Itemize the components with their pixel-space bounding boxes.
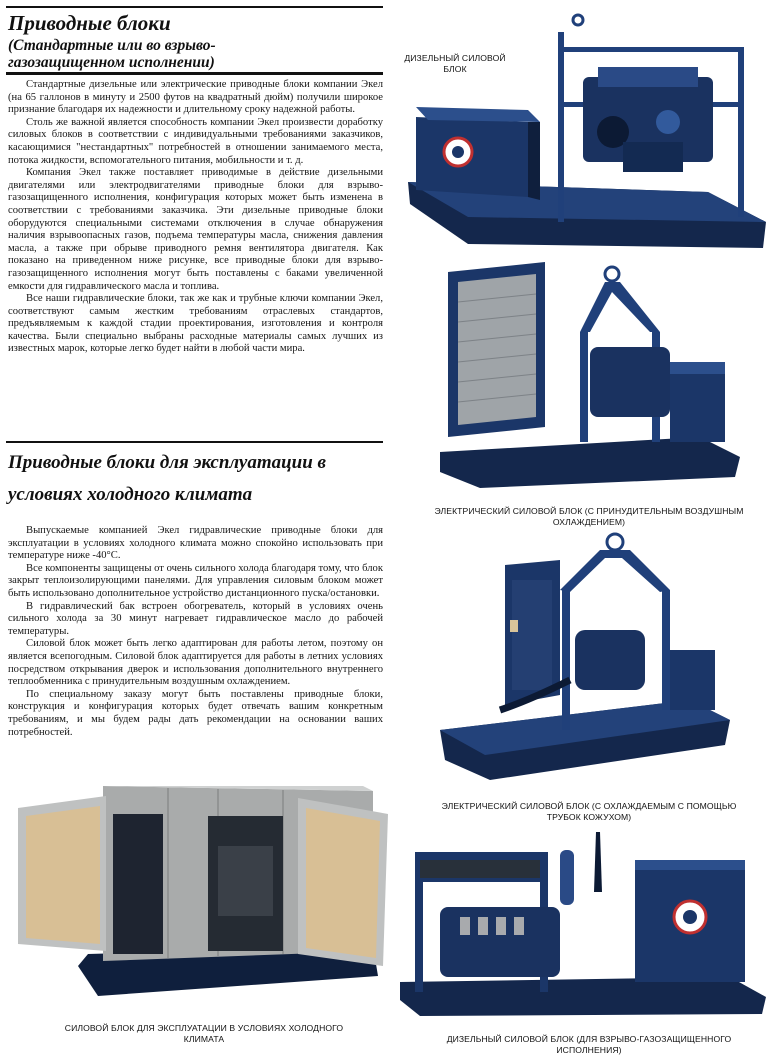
section2-paragraph: В гидравлический бак встроен обогреватель, который в условиях очень сильного холода за 30 минут нагревает гидравлическое масло до рабочей температуры. (8, 600, 383, 637)
caption-explosion-proof-line2: ИСПОЛНЕНИЯ) (556, 1044, 622, 1055)
electric-tube-unit-photo (440, 530, 740, 782)
caption-cold-climate-line2: КЛИМАТА (183, 1033, 225, 1044)
caption-explosion-proof (395, 1034, 783, 1055)
explosion-proof-unit-illustration (400, 832, 768, 1018)
electric-air-unit-illustration (440, 252, 740, 490)
section1-subtitle-line1: (Стандартные или во взрыво- (8, 37, 216, 54)
top-rule (6, 6, 383, 8)
caption-electric-tube (395, 801, 783, 822)
section2-top-rule (6, 441, 383, 443)
section2-paragraph: Выпускаемые компанией Экел гидравлические приводные блоки для эксплуатации в условиях холодного климата можно спокойно использовать при температуре ниже -40°С. (8, 525, 383, 562)
section1-paragraph: Стандартные дизельные или электрические приводные блоки компании Экел (на 65 галлонов в минуту и 2500 футов на квадратный дюйм) получили широкое признание благодаря их надежности и длительному сроку надежной работы. (8, 79, 383, 116)
caption-diesel-line2: БЛОК (443, 63, 467, 74)
caption-electric-tube-line2: ТРУБОК КОЖУХОМ) (546, 811, 632, 822)
section2-paragraph: Все компоненты защищены от очень сильного холода благодаря тому, что блок закрыт теплоизолирующими панелями. Для управления силовым блоком может быть использовано дополнительное устройство дистанционного пуска/остановки. (8, 562, 383, 599)
section2-paragraph: По специальному заказу могут быть поставлены приводные блоки, конструкция и конфигурация которых будет отвечать вашим конкретным требованиям, и мы будем рады дать рекомендации на основании ваших потребностей. (8, 688, 383, 738)
caption-cold-climate (14, 1023, 394, 1044)
section1-body (8, 79, 383, 356)
section2-paragraph: Силовой блок может быть легко адаптирован для работы летом, поэтому он является всепогодным. Силовой блок адаптируется для работы в летних условиях посредством открывания дверок и использования дополнительного внутреннего теплообменника с принудительным воздушным охлаждением. (8, 638, 383, 688)
section1-title-underline (6, 72, 383, 75)
caption-electric-tube-line1: ЭЛЕКТРИЧЕСКИЙ СИЛОВОЙ БЛОК (С ОХЛАЖДАЕМЫМ С ПОМОЩЬЮ (441, 801, 737, 811)
section1-paragraph: Все наши гидравлические блоки, так же как и трубные ключи компании Экел, соответствуют самым жестким требованиям отраслевых стандартов, предъявляемым к каждой стадии проектирования, изготовления и контроля качества. Были специально выбраны расходные материалы самых лучших из известных марок, которые легко будет найти в любой части мира. (8, 293, 383, 355)
caption-electric-air-line2: ОХЛАЖДЕНИЕМ) (552, 516, 626, 527)
caption-diesel-line1: ДИЗЕЛЬНЫЙ СИЛОВОЙ (404, 53, 506, 63)
caption-explosion-proof-line1: ДИЗЕЛЬНЫЙ СИЛОВОЙ БЛОК (ДЛЯ ВЗРЫВО-ГАЗОЗАЩИЩЕННОГО (446, 1034, 732, 1044)
section2-title-line2: условиях холодного климата (8, 484, 253, 505)
electric-tube-unit-illustration (440, 530, 740, 782)
diesel-unit-photo (408, 12, 768, 252)
section1-paragraph: Столь же важной является способность компании Экел произвести доработку силовых блоков в соответствии с индивидуальными требованиями заказчиков, касающимися "нестандартных" потребностей в отношении занимаемого места, потока жидкости, вспомогательного питания, мобильности и т. д. (8, 116, 383, 166)
section2-title-line1: Приводные блоки для эксплуатации в (8, 452, 327, 473)
section1-subtitle-line2: газозащищенном исполнении) (8, 54, 215, 71)
explosion-proof-unit-photo (400, 832, 768, 1018)
section1-paragraph: Компания Экел также поставляет приводимые в действие дизельными двигателями или электродвигателями приводные блоки для взрыво-газозащищенного исполнения, конфигурация которых может быть изменена в соответствии с требованиями заказчика. Эти дизельные приводные блоки оборудуются специальными системами отключения в случае обнаружения наличия взрывоопасных газов, подъема температуры масла, снижения давления масла, а также при обрыве приводного ремня вентилятора двигателя. Как показано на приведенном ниже рисунке, все приводные блоки для взрыво- газозащищенного исполнения могут быть поставлены с баками увеличенной емкости для гидравлического масла и топлива. (8, 167, 383, 292)
caption-electric-air (395, 506, 783, 527)
cold-climate-unit-illustration (18, 786, 388, 1016)
caption-electric-air-line1: ЭЛЕКТРИЧЕСКИЙ СИЛОВОЙ БЛОК (С ПРИНУДИТЕЛЬНЫМ ВОЗДУШНЫМ (434, 506, 744, 516)
section1-title: Приводные блоки (8, 11, 171, 35)
cold-climate-unit-photo (18, 786, 388, 1016)
section2-body (8, 525, 383, 739)
diesel-unit-illustration (408, 12, 768, 252)
electric-air-unit-photo (440, 252, 740, 490)
caption-cold-climate-line1: СИЛОВОЙ БЛОК ДЛЯ ЭКСПЛУАТАЦИИ В УСЛОВИЯХ ХОЛОДНОГО (64, 1023, 344, 1033)
